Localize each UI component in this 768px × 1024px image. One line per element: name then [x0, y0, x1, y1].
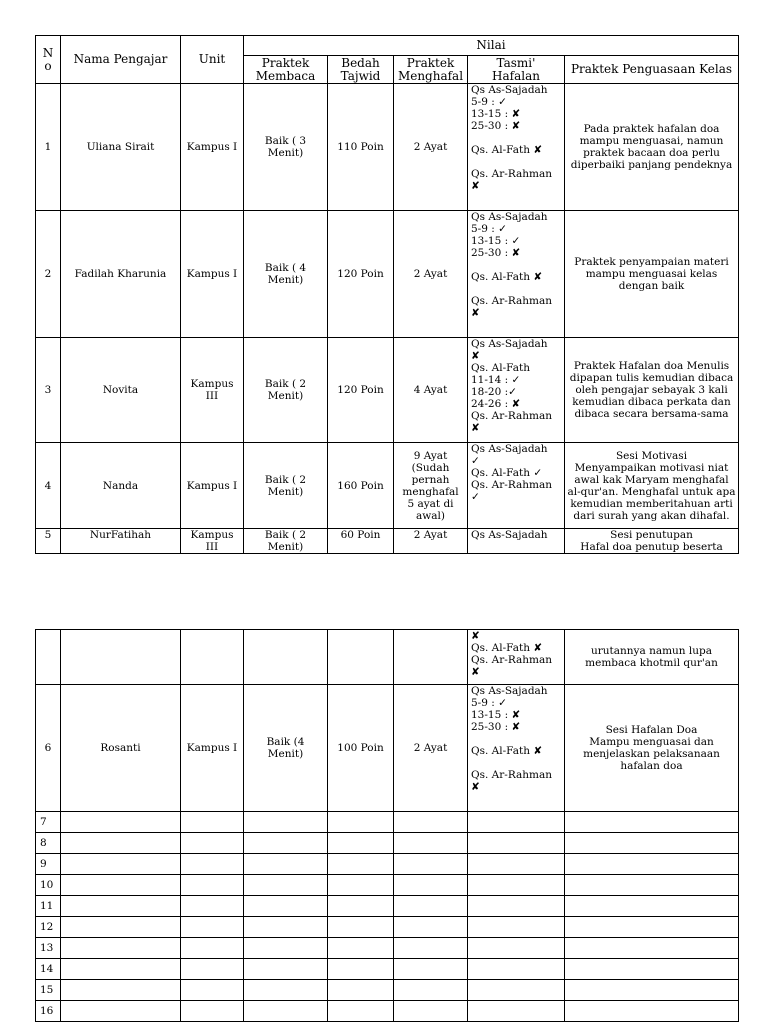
cell-penguasaan: Praktek penyampaian materi mampu menguasai kelas dengan baik	[565, 211, 739, 338]
cell-no: 10	[36, 875, 61, 896]
table-row-empty	[36, 875, 739, 896]
cell-membaca: Baik ( 2 Menit)	[244, 338, 328, 443]
cell-unit: Kampus III	[181, 529, 244, 554]
cell-no: 4	[36, 443, 61, 529]
cell-penguasaan: Pada praktek hafalan doa mampu menguasai, namun praktek bacaan doa perlu diperbaiki panjang pendeknya	[565, 84, 739, 211]
cell-menghafal: 2 Ayat	[394, 84, 468, 211]
table-row-empty	[36, 854, 739, 875]
cell-menghafal: 2 Ayat	[394, 529, 468, 554]
cell-no: 3	[36, 338, 61, 443]
table-row-empty	[36, 812, 739, 833]
cell-tasmi: Qs As-Sajadah 5-9 : ✓ 13-15 : ✘ 25-30 : ✘ Qs. Al-Fath ✘ Qs. Ar-Rahman ✘	[468, 685, 565, 812]
evaluation-table-page-1	[35, 35, 739, 554]
cell-unit: Kampus I	[181, 685, 244, 812]
table-row	[36, 211, 739, 338]
cell-menghafal: 2 Ayat	[394, 685, 468, 812]
cell-membaca: Baik ( 3 Menit)	[244, 84, 328, 211]
header-nilai: Nilai	[244, 36, 739, 56]
cell-penguasaan: urutannya namun lupa membaca khotmil qur'an	[565, 630, 739, 685]
cell-menghafal: 4 Ayat	[394, 338, 468, 443]
cell-unit: Kampus I	[181, 443, 244, 529]
cell-tajwid: 60 Poin	[328, 529, 394, 554]
table-row	[36, 685, 739, 812]
header-nama-pengajar: Nama Pengajar	[61, 36, 181, 84]
cell-tajwid: 120 Poin	[328, 338, 394, 443]
cell-no: 6	[36, 685, 61, 812]
cell-penguasaan: Praktek Hafalan doa Menulis dipapan tulis kemudian dibaca oleh pengajar sebayak 3 kali kemudian dibaca perkata dan dibaca secara bersama-sama	[565, 338, 739, 443]
cell-no: 1	[36, 84, 61, 211]
cell-tasmi: Qs As-Sajadah ✓ Qs. Al-Fath ✓ Qs. Ar-Rahman ✓	[468, 443, 565, 529]
cell-no: 8	[36, 833, 61, 854]
cell-menghafal: 9 Ayat (Sudah pernah menghafal 5 ayat di awal)	[394, 443, 468, 529]
evaluation-table-page-2	[35, 629, 739, 1022]
table-row-empty	[36, 896, 739, 917]
cell-no: 13	[36, 938, 61, 959]
header-unit: Unit	[181, 36, 244, 84]
cell-tasmi: ✘ Qs. Al-Fath ✘ Qs. Ar-Rahman ✘	[468, 630, 565, 685]
cell-no: 9	[36, 854, 61, 875]
cell-unit: Kampus III	[181, 338, 244, 443]
table-row-empty	[36, 1001, 739, 1022]
cell-membaca: Baik ( 4 Menit)	[244, 211, 328, 338]
cell-no: 14	[36, 959, 61, 980]
cell-menghafal: 2 Ayat	[394, 211, 468, 338]
cell-membaca: Baik (4 Menit)	[244, 685, 328, 812]
cell-no: 7	[36, 812, 61, 833]
cell-membaca: Baik ( 2 Menit)	[244, 443, 328, 529]
header-bedah-tajwid: Bedah Tajwid	[328, 56, 394, 84]
cell-tasmi: Qs As-Sajadah 5-9 : ✓ 13-15 : ✓ 25-30 : ✘ Qs. Al-Fath ✘ Qs. Ar-Rahman ✘	[468, 211, 565, 338]
table-row-empty	[36, 959, 739, 980]
cell-penguasaan: Sesi Motivasi Menyampaikan motivasi niat awal kak Maryam menghafal al-qur'an. Menghafal untuk apa kemudian memberitahuan arti dari surah yang akan dihafal.	[565, 443, 739, 529]
cell-nama: NurFatihah	[61, 529, 181, 554]
cell-unit: Kampus I	[181, 84, 244, 211]
table-row	[36, 443, 739, 529]
empty-rows	[36, 812, 739, 1022]
cell-unit: Kampus I	[181, 211, 244, 338]
cell-tasmi: Qs As-Sajadah ✘ Qs. Al-Fath 11-14 : ✓ 18-20 :✓ 24-26 : ✘ Qs. Ar-Rahman ✘	[468, 338, 565, 443]
cell-tasmi: Qs As-Sajadah 5-9 : ✓ 13-15 : ✘ 25-30 : ✘ Qs. Al-Fath ✘ Qs. Ar-Rahman ✘	[468, 84, 565, 211]
table-row-empty	[36, 833, 739, 854]
cell-tajwid: 100 Poin	[328, 685, 394, 812]
table-row-empty	[36, 917, 739, 938]
table-row	[36, 529, 739, 554]
cell-no: 12	[36, 917, 61, 938]
cell-nama: Rosanti	[61, 685, 181, 812]
cell-no: 15	[36, 980, 61, 1001]
cell-tajwid: 160 Poin	[328, 443, 394, 529]
header-row-1	[36, 36, 739, 56]
header-praktek-menghafal: Praktek Menghafal	[394, 56, 468, 84]
header-praktek-membaca: Praktek Membaca	[244, 56, 328, 84]
cell-nama: Nanda	[61, 443, 181, 529]
cell-penguasaan: Sesi Hafalan Doa Mampu menguasai dan menjelaskan pelaksanaan hafalan doa	[565, 685, 739, 812]
cell-no: 2	[36, 211, 61, 338]
cell-tasmi: Qs As-Sajadah	[468, 529, 565, 554]
cell-nama: Fadilah Kharunia	[61, 211, 181, 338]
cell-nama: Uliana Sirait	[61, 84, 181, 211]
cell-membaca: Baik ( 2 Menit)	[244, 529, 328, 554]
header-tasmi-hafalan: Tasmi' Hafalan	[468, 56, 565, 84]
header-praktek-penguasaan-kelas: Praktek Penguasaan Kelas	[565, 56, 739, 84]
table-row	[36, 84, 739, 211]
cell-no: 11	[36, 896, 61, 917]
cell-nama: Novita	[61, 338, 181, 443]
table-row	[36, 338, 739, 443]
cell-no: 16	[36, 1001, 61, 1022]
cell-tajwid: 120 Poin	[328, 211, 394, 338]
table-row-empty	[36, 980, 739, 1001]
cell-tajwid: 110 Poin	[328, 84, 394, 211]
table-row-empty	[36, 938, 739, 959]
header-no: N o	[36, 36, 61, 84]
table-row-continuation	[36, 630, 739, 685]
cell-no: 5	[36, 529, 61, 554]
cell-penguasaan: Sesi penutupan Hafal doa penutup beserta	[565, 529, 739, 554]
